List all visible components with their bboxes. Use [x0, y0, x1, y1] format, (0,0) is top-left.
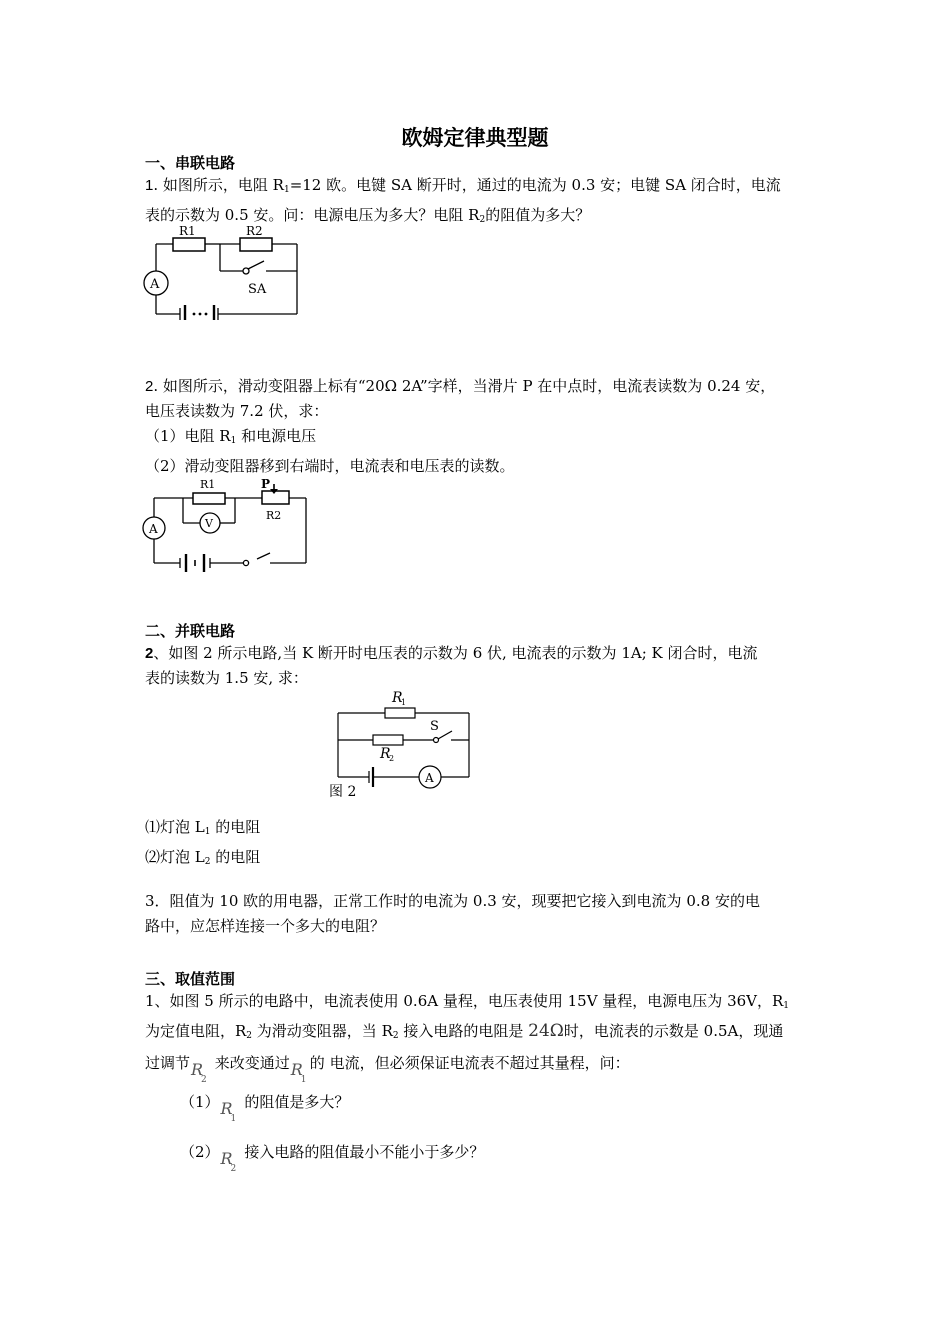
question-1-text: 1. 如图所示，电阻 $R_1=12$ 欧。电键 SA 断开时，通过的电流为 0.3 安；电键 SA 闭合时，电流 表的示数为 0.5 安。问：电源电压为多大？电阻 $R_2$的阻值为多大？ [145, 176, 781, 225]
section-heading-series: 一、串联电路 [145, 154, 236, 172]
switch-s-label: S [430, 719, 439, 734]
section-heading-range: 三、取值范围 [145, 970, 236, 988]
section-heading-parallel: 二、并联电路 [145, 622, 236, 640]
symbol-r1: R 1 [290, 1060, 307, 1085]
svg-text:1: 1 [401, 698, 407, 707]
parallel-question-2-items: ⑴灯泡 $L_1$ 的电阻 ⑵灯泡 $L_2$ 的电阻 [145, 818, 261, 867]
circuit-diagram-1 [140, 220, 310, 320]
parallel-question-3-text: 3．阻值为 10 欧的用电器，正常工作时的电流为 0.3 安，现要把它接入到电流为 0.8 安的电 路中，应怎样连接一个多大的电阻？ [145, 892, 760, 935]
resistor-r1-label: R1 [200, 478, 216, 491]
resistor-r2-label: R2 [246, 224, 263, 238]
symbol-r2: R 2 [191, 1060, 207, 1085]
circuit-diagram-figure-2 [325, 685, 485, 805]
resistor-r1-label: R [392, 690, 403, 706]
ammeter-icon: A [150, 277, 160, 292]
range-question-1-item-2: （2） R 2 接入电路的阻值最小不能小于多少？ [180, 1143, 485, 1174]
ammeter-icon: A [149, 522, 158, 536]
symbol-r1: R 1 [220, 1099, 237, 1124]
ammeter-icon: A [425, 771, 434, 785]
parallel-question-2-text: 2、如图 2 所示电路,当 K 断开时电压表的示数为 6 伏, 电流表的示数为 1A; K 闭合时，电流 表的读数为 1.5 安, 求： [145, 644, 758, 687]
page-title: 欧姆定律典型题 [401, 125, 549, 150]
question-2-text: 2. 如图所示，滑动变阻器上标有“20Ω 2A”字样，当滑片 P 在中点时，电流表读数为 0.24 安， 电压表读数为 7.2 伏，求： （1）电阻 $R_1$ 和电源电压 （2）滑动变阻器移到右端时，电流表和电压表的读数。 [145, 377, 776, 475]
symbol-r2: R 2 [220, 1149, 237, 1174]
resistor-r2-label: R [380, 746, 391, 762]
circuit-diagram-2 [140, 474, 315, 574]
resistor-r1-label: R1 [179, 224, 196, 238]
slider-p-label: P [261, 477, 271, 491]
range-question-1-text: 1、如图 5 所示的电路中，电流表使用 0.6A 量程，电压表使用 15V 量程，电源电压为 36V，$R_1$ 为定值电阻，$R_2$ 为滑动变阻器，当 $R_2$ 接入电路的电阻是 24Ω时，电流表的示数是 0.5A，现通 过调节 R 2 来改变通过 R 1 的 电流，但必须保证电流表不超过其量程，问： [145, 992, 790, 1085]
switch-sa-label: SA [248, 282, 267, 297]
range-question-1-item-1: （1） R 1 的阻值是多大？ [180, 1093, 350, 1124]
resistor-r2-label: R2 [266, 509, 282, 522]
figure-caption: 图 2 [329, 784, 357, 800]
svg-text:2: 2 [389, 754, 395, 763]
voltmeter-icon: V [205, 517, 213, 530]
